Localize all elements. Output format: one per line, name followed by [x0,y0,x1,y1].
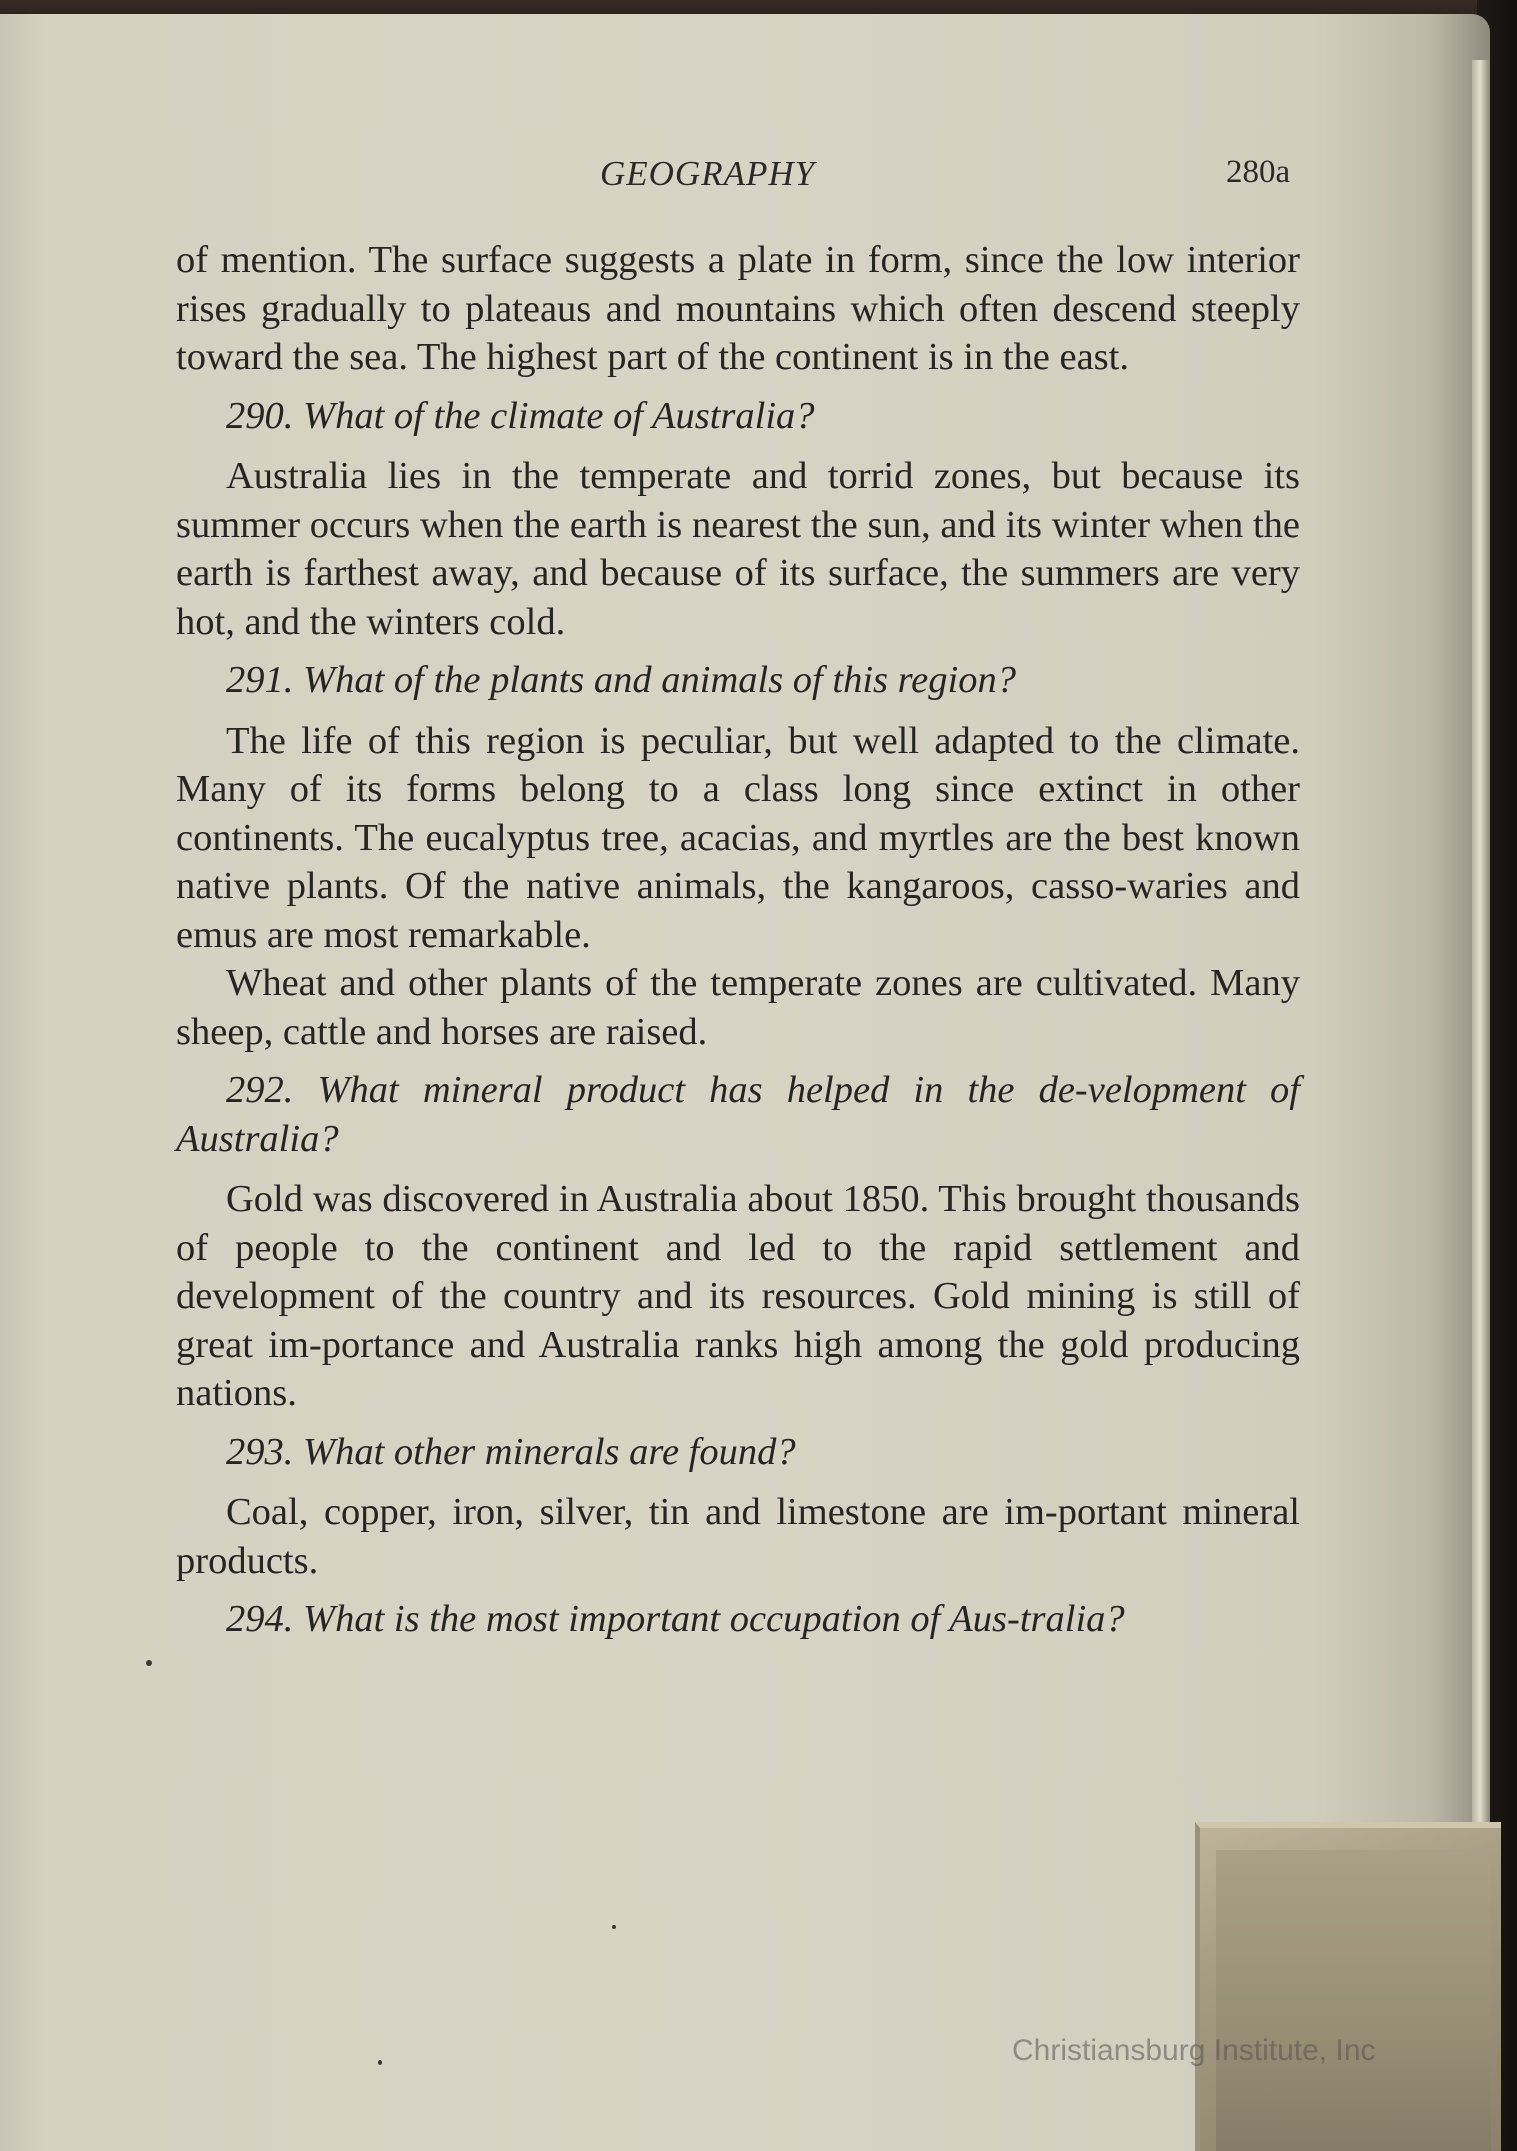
running-head: GEOGRAPHY [600,154,816,193]
watermark: Christiansburg Institute, Inc [1012,2034,1376,2067]
paragraph-continued: of mention. The surface suggests a plate in form, since the low interior rises gradually to plateaus and mountains which often descend steeply toward the sea. The highest part of the continent is in the east. [176,239,1300,378]
question-294: 294. What is the most important occupation of Aus-tralia? [226,1598,1125,1640]
answer-292: Gold was discovered in Australia about 1850. This brought thousands of people to the continent and led to the rapid settlement and development of the country and its resources. Gold mining is still of great im-portance and Australia ranks high among the gold producing nations. [176,1178,1300,1414]
question-292: 292. What mineral product has helped in the de-velopment of Australia? [176,1069,1300,1160]
page-number: 280a [1226,154,1291,190]
speck-mark [612,1925,616,1929]
page-header [0,150,1517,210]
answer-291-paragraph-1: The life of this region is peculiar, but well adapted to the climate. Many of its forms belong to a class long since extinct in other continents. The eucalyptus tree, acacias, and myrtles are the best known native plants. Of the native animals, the kangaroos, casso-waries and emus are most remarkable. [176,719,1300,956]
page-right-edge [1472,60,1490,2120]
bookmark-tab [1195,1822,1501,2151]
speck-mark [378,2060,382,2065]
bookmark-tab-face [1216,1850,1491,2151]
answer-291-paragraph-2: Wheat and other plants of the temperate zones are cultivated. Many sheep, cattle and horses are raised. [176,962,1300,1053]
answer-290: Australia lies in the temperate and torrid zones, but because its summer occurs when the earth is nearest the sun, and its winter when the earth is farthest away, and because of its surface, the summers are very hot, and the winters cold. [176,455,1300,643]
question-293: 293. What other minerals are found? [226,1430,796,1473]
question-291: 291. What of the plants and animals of this region? [226,659,1016,701]
question-290: 290. What of the climate of Australia? [226,394,815,437]
speck-mark [146,1660,152,1666]
page-body [176,236,1300,1656]
answer-293: Coal, copper, iron, silver, tin and limestone are im-portant mineral products. [176,1491,1300,1582]
